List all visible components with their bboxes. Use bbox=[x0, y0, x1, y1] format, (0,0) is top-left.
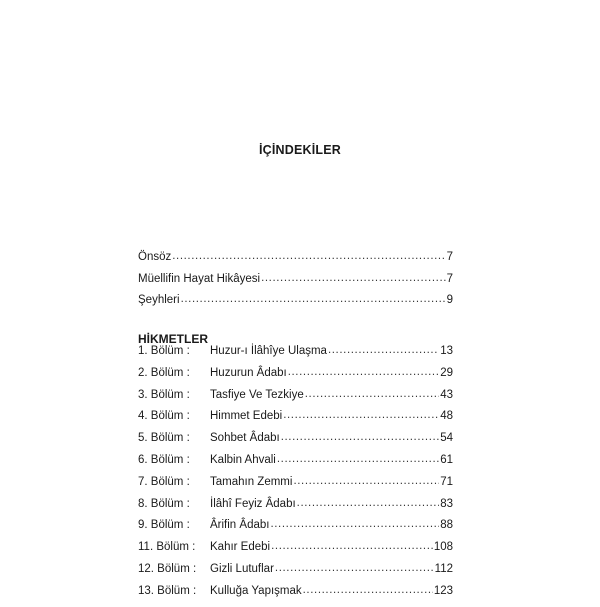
chapter-number: 11. Bölüm : bbox=[138, 541, 196, 554]
entry-page-number: 61 bbox=[440, 453, 453, 466]
dot-leader bbox=[293, 475, 439, 487]
chapter-number: 8. Bölüm : bbox=[138, 497, 190, 510]
chapter-number: 12. Bölüm : bbox=[138, 562, 197, 575]
toc-entry-chapter[interactable] bbox=[138, 367, 453, 389]
toc-entry-chapter[interactable] bbox=[138, 476, 453, 498]
entry-page-number: 7 bbox=[446, 251, 453, 263]
entry-page-number: 71 bbox=[440, 475, 453, 488]
dot-leader bbox=[328, 344, 439, 356]
toc-entry-chapter[interactable] bbox=[138, 563, 453, 585]
page-title: İÇİNDEKİLER bbox=[258, 143, 342, 157]
chapter-number: 5. Bölüm : bbox=[138, 432, 190, 445]
toc-entry-muellif[interactable] bbox=[138, 273, 453, 295]
section-heading: HİKMETLER bbox=[138, 332, 208, 346]
toc-entry-seyhleri[interactable] bbox=[138, 294, 453, 316]
toc-entry-onsoz[interactable] bbox=[138, 251, 453, 273]
chapter-number: 3. Bölüm : bbox=[138, 388, 190, 401]
entry-title: Huzur-ı İlâhîye Ulaşma bbox=[210, 345, 327, 357]
dot-leader bbox=[270, 518, 439, 530]
dot-leader bbox=[297, 497, 440, 509]
toc-entry-chapter[interactable] bbox=[138, 541, 453, 563]
toc-entry-chapter[interactable] bbox=[138, 389, 453, 411]
dot-leader bbox=[283, 409, 439, 421]
dot-leader bbox=[281, 431, 440, 443]
entry-page-number: 123 bbox=[433, 584, 453, 597]
toc-entry-chapter[interactable] bbox=[138, 585, 453, 607]
dot-leader bbox=[172, 250, 445, 262]
chapter-number: 6. Bölüm : bbox=[138, 453, 190, 466]
entry-title: Kahır Edebi bbox=[210, 541, 271, 554]
dot-leader bbox=[305, 388, 439, 400]
entry-page-number: 29 bbox=[440, 366, 453, 379]
chapter-number: 9. Bölüm : bbox=[138, 519, 190, 532]
entry-title: İlâhî Feyiz Âdabı bbox=[210, 497, 296, 510]
dot-leader bbox=[288, 366, 439, 378]
dot-leader bbox=[303, 584, 433, 596]
entry-page-number: 88 bbox=[440, 519, 453, 532]
toc-entry-chapter[interactable] bbox=[138, 498, 453, 520]
chapter-list bbox=[138, 345, 453, 607]
dot-leader bbox=[181, 293, 446, 305]
entry-title: Ârifin Âdabı bbox=[210, 519, 270, 532]
entry-page-number: 108 bbox=[433, 541, 453, 554]
toc-entry-chapter[interactable] bbox=[138, 410, 453, 432]
entry-page-number: 48 bbox=[440, 410, 453, 423]
chapter-number: 7. Bölüm : bbox=[138, 475, 190, 488]
entry-page-number: 7 bbox=[446, 272, 453, 285]
entry-page-number: 9 bbox=[446, 294, 453, 306]
front-matter-list bbox=[138, 251, 453, 316]
toc-entry-chapter[interactable] bbox=[138, 454, 453, 476]
toc-entry-chapter[interactable] bbox=[138, 432, 453, 454]
entry-title: Kalbin Ahvali bbox=[210, 453, 276, 466]
chapter-number: 1. Bölüm : bbox=[138, 345, 190, 357]
entry-title: Müellifin Hayat Hikâyesi bbox=[138, 272, 261, 285]
entry-page-number: 13 bbox=[440, 345, 453, 357]
entry-title: Şeyhleri bbox=[138, 294, 180, 306]
entry-title: Sohbet Âdabı bbox=[210, 432, 280, 445]
entry-title: Tasfiye Ve Tezkiye bbox=[210, 388, 304, 401]
entry-page-number: 43 bbox=[440, 388, 453, 401]
chapter-number: 2. Bölüm : bbox=[138, 366, 190, 379]
dot-leader bbox=[271, 540, 433, 552]
toc-entry-chapter[interactable] bbox=[138, 345, 453, 367]
entry-title: Önsöz bbox=[138, 251, 172, 263]
chapter-number: 4. Bölüm : bbox=[138, 410, 190, 423]
entry-title: Tamahın Zemmi bbox=[210, 475, 293, 488]
entry-page-number: 54 bbox=[440, 432, 453, 445]
toc-entry-chapter[interactable] bbox=[138, 519, 453, 541]
entry-page-number: 83 bbox=[440, 497, 453, 510]
dot-leader bbox=[277, 453, 439, 465]
dot-leader bbox=[261, 272, 446, 284]
entry-page-number: 112 bbox=[434, 562, 453, 575]
entry-title: Kulluğa Yapışmak bbox=[210, 584, 302, 597]
chapter-number: 13. Bölüm : bbox=[138, 584, 197, 597]
dot-leader bbox=[275, 562, 434, 574]
entry-title: Gizli Lutuflar bbox=[210, 562, 274, 575]
entry-title: Himmet Edebi bbox=[210, 410, 283, 423]
entry-title: Huzurun Âdabı bbox=[210, 366, 287, 379]
